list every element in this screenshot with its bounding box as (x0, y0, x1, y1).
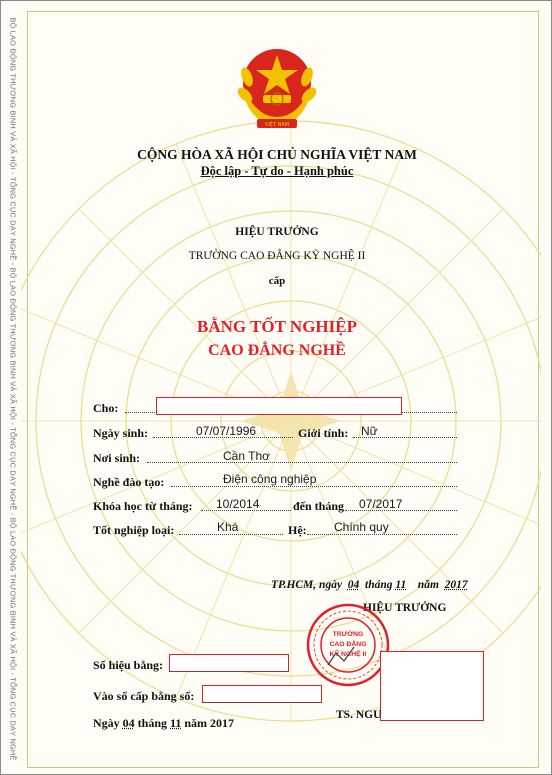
signing-year-label: năm (417, 579, 439, 591)
dob-value: 07/07/1996 (196, 424, 257, 438)
serial-label: Số hiệu bằng: (93, 658, 164, 672)
dob-label: Ngày sinh: (93, 426, 149, 440)
course-from-value: 10/2014 (216, 497, 260, 511)
system-line (307, 534, 457, 535)
seal-text-line3: KỸ NGHỆ II (329, 651, 367, 658)
signing-month-label: tháng (365, 579, 393, 591)
diploma-subtitle: CAO ĐẲNG NGHỀ (208, 342, 346, 359)
signing-month: 11 (395, 579, 407, 591)
signer-title: HIỆU TRƯỞNG (363, 602, 447, 614)
registry-month: 11 (170, 716, 182, 730)
registry-month-label: tháng (137, 716, 168, 730)
issuer-school: TRƯỜNG CAO ĐẲNG KỸ NGHỆ II (188, 250, 366, 262)
seal-text-line2: CAO ĐẲNG (329, 641, 367, 648)
side-text-label: BỘ LAO ĐỘNG THƯƠNG BINH VÀ XÃ HỘI - TỔNG CỤC DẠY NGHỀ - BỘ LAO ĐỘNG THƯƠNG BINH VÀ XÃ HỘI - TỔNG CỤC DẠY NGHỀ - BỘ LAO ĐỘNG THƯƠNG BINH VÀ XÃ HỘI - TỔNG CỤC DẠY NGHỀ (8, 16, 18, 761)
course-label: Khóa học từ tháng: (93, 499, 193, 513)
gender-value: Nữ (361, 424, 378, 438)
signing-place: TP.HCM (271, 579, 314, 591)
national-motto (1, 164, 552, 179)
entry-label: Vào sổ cấp bằng số: (93, 689, 195, 703)
serial-line (169, 671, 289, 672)
major-line (171, 486, 457, 487)
seal-text-line1: TRƯỜNG (332, 631, 364, 638)
country-name: CỘNG HÒA XÃ HỘI CHỦ NGHĨA VIỆT NAM (137, 147, 417, 162)
system-value: Chính quy (334, 520, 389, 534)
issue-verb: cấp (268, 275, 286, 287)
emblem-ribbon-text: VIỆT NAM (264, 122, 290, 128)
registry-date (93, 716, 234, 731)
major-label: Nghề đào tạo: (93, 475, 165, 489)
signing-year: 2017 (444, 579, 468, 591)
registry-year: 2017 (210, 716, 235, 730)
recipient-name-redacted (156, 397, 402, 415)
grade-value: Khá (217, 520, 239, 534)
diploma-title: BẰNG TỐT NGHIỆP (197, 317, 357, 336)
serial-number-redacted (169, 654, 289, 672)
school-seal-icon (306, 603, 390, 687)
registry-day: 04 (122, 716, 135, 730)
course-to-value: 07/2017 (359, 497, 403, 511)
registry-year-label: năm (184, 716, 208, 730)
ministry-side-text (5, 11, 21, 766)
motto-text: Độc lập - Tự do - Hạnh phúc (200, 164, 354, 178)
course-to-label: đến tháng (293, 499, 345, 513)
signing-day-label: , ngày (313, 579, 343, 591)
signing-date (271, 579, 468, 591)
gender-label: Giới tính: (298, 426, 349, 440)
system-label: Hệ: (288, 523, 307, 537)
recipient-label: Cho: (93, 401, 119, 415)
signing-day: 04 (347, 579, 360, 591)
signer-name: TS. NGU (336, 709, 382, 721)
major-value: Điện công nghiệp (223, 472, 317, 486)
grade-label: Tốt nghiệp loại: (93, 523, 175, 537)
signature-redacted (380, 651, 484, 721)
entry-number-redacted (202, 685, 322, 703)
national-emblem-icon (229, 41, 325, 133)
registry-day-label: Ngày (93, 716, 120, 730)
birthplace-value: Cần Thơ (223, 449, 271, 463)
birthplace-label: Nơi sinh: (93, 451, 140, 465)
birthplace-line (147, 462, 457, 463)
entry-line (202, 702, 322, 703)
grade-line (179, 534, 283, 535)
issuer-role: HIỆU TRƯỞNG (235, 226, 319, 238)
